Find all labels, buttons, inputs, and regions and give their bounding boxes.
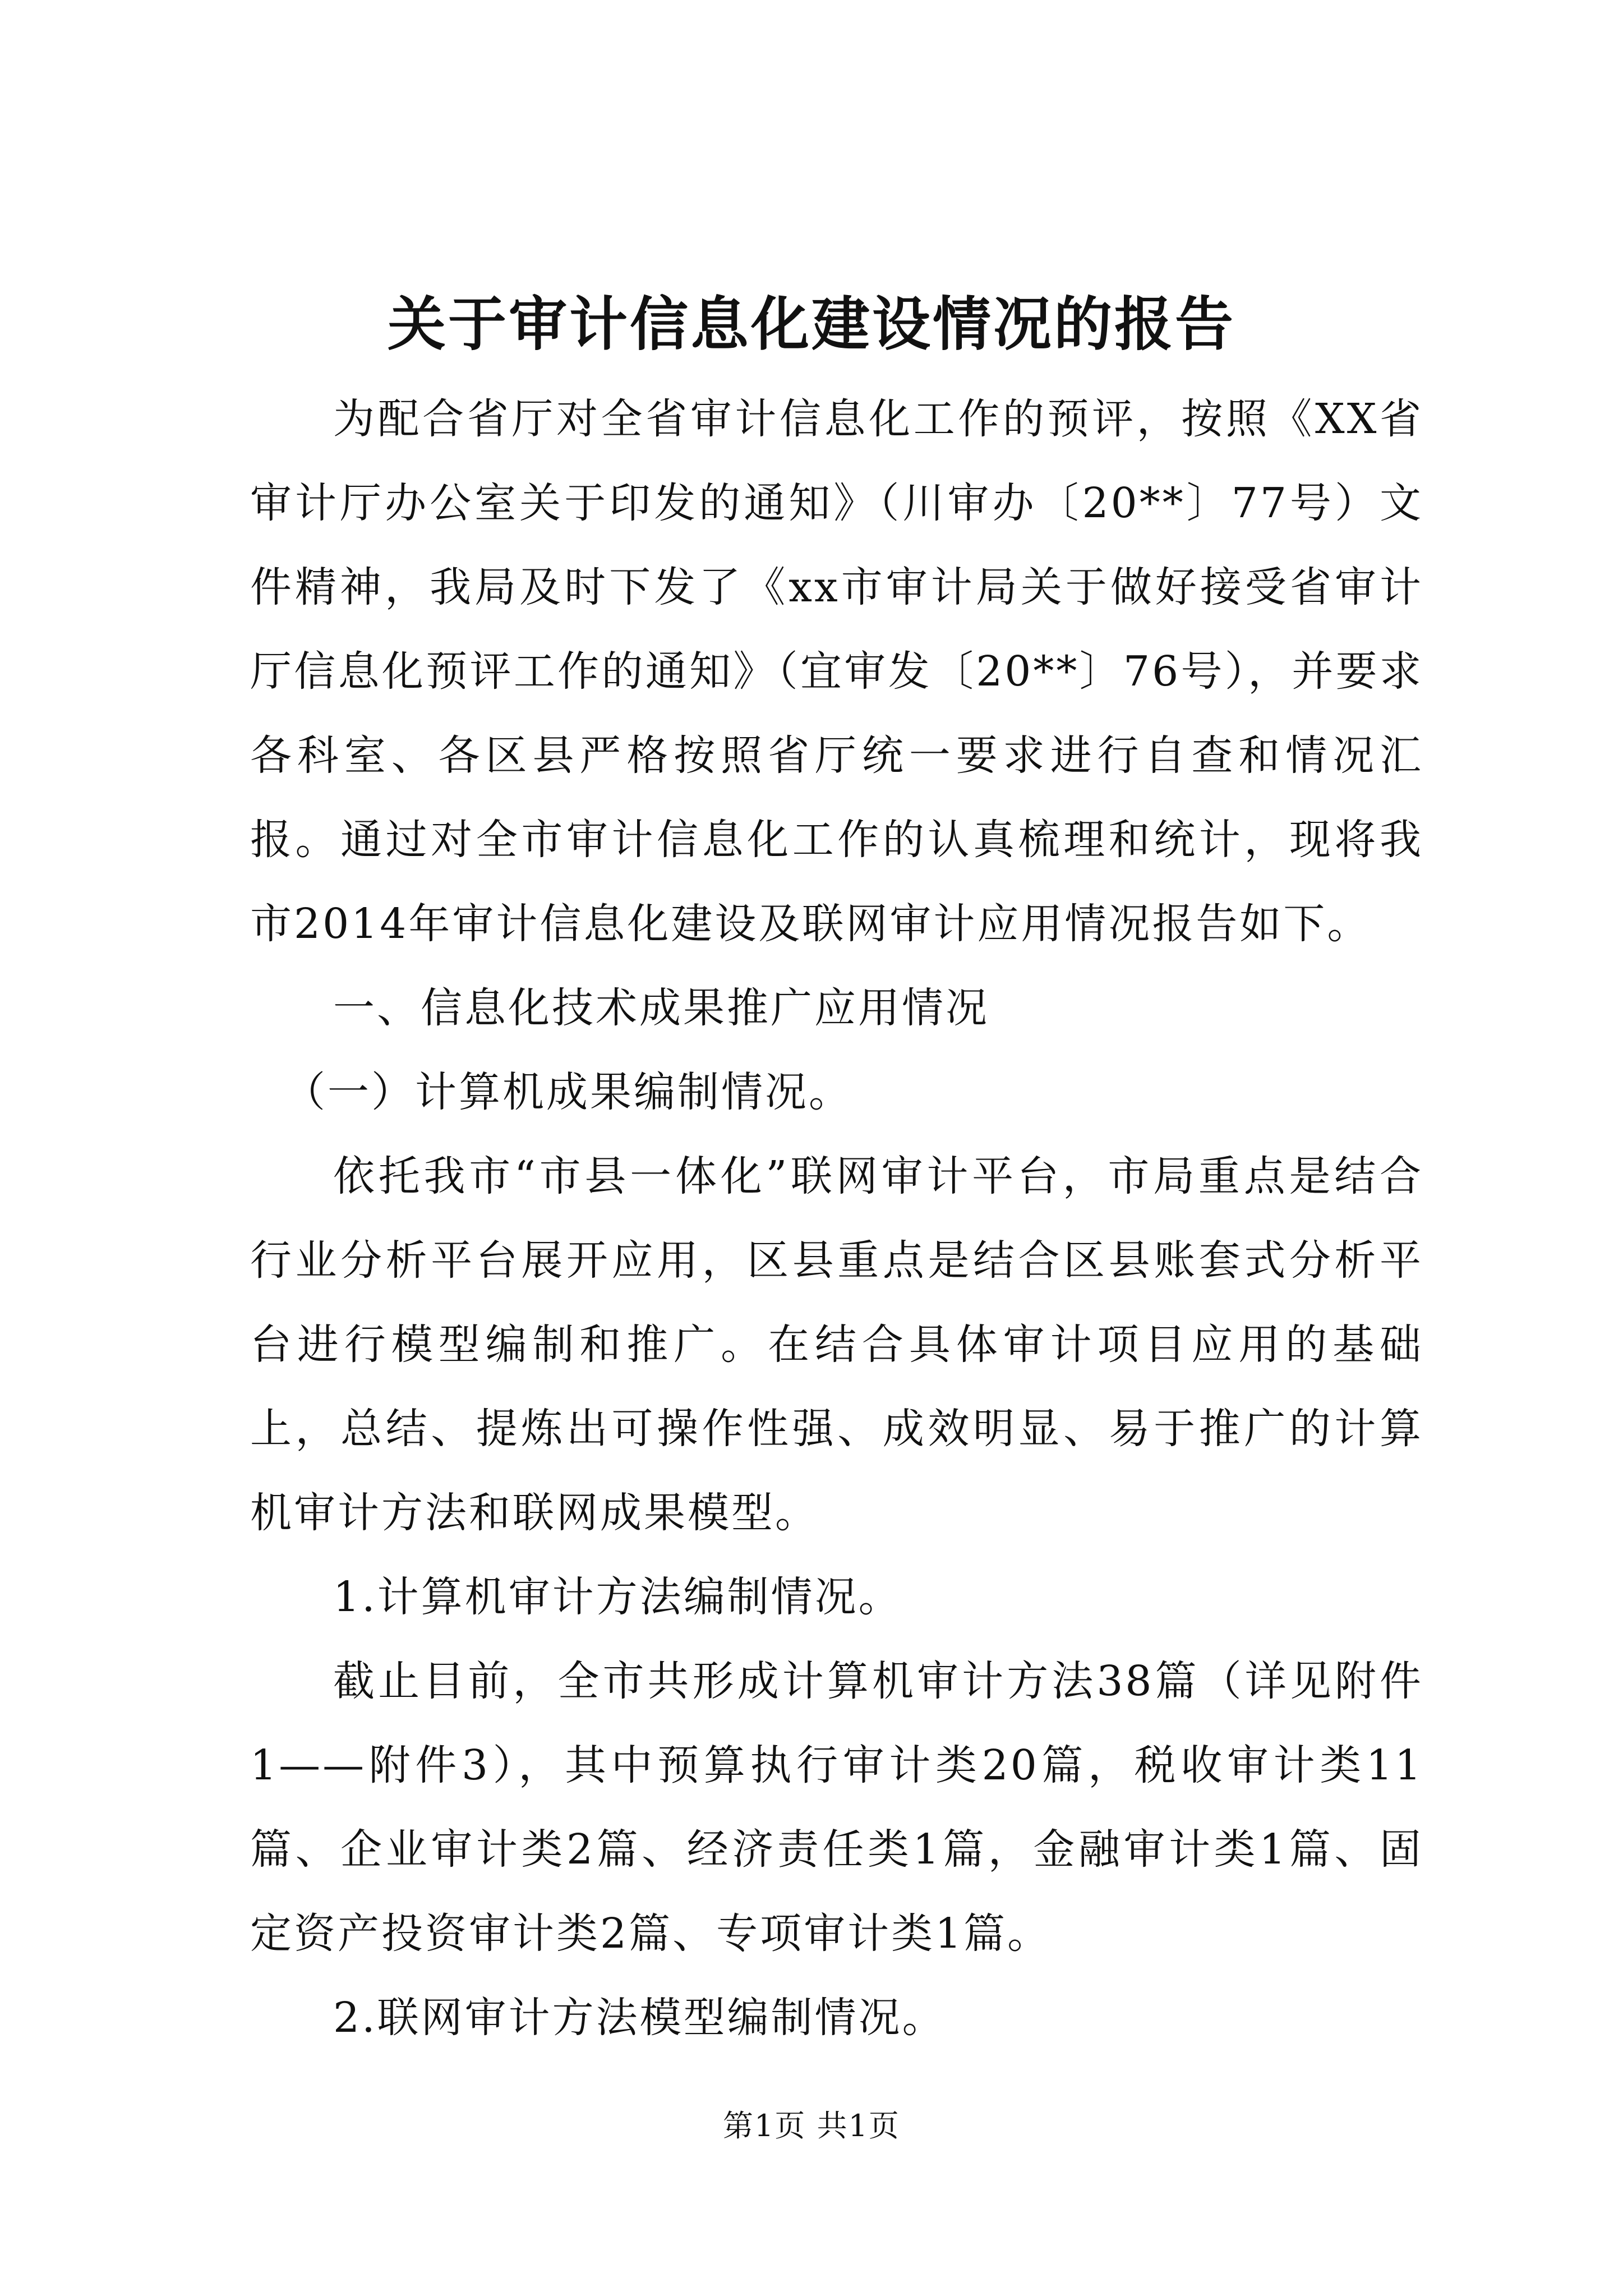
item-heading: 2.联网审计方法模型编制情况。 (333, 1994, 946, 2042)
subsection-heading: （一）计算机成果编制情况。 (284, 1068, 852, 1116)
intro-paragraph: 为配合省厅对全省审计信息化工作的预评，按照《XX省审计厅办公室关于印发的通知》（川审办〔20**〕77号）文件精神，我局及时下发了《xx市审计局关于做好接受省审计厅信息化预评工作的通知》（宜审发〔20**〕76号），并要求各科室、各区县严格按照省厅统一要求进行自查和情况汇报。通过对全市审计信息化工作的认真梳理和统计，现将我市2014年审计信息化建设及联网审计应用情况报告如下。 (250, 395, 1423, 948)
item-heading: 1.计算机审计方法编制情况。 (333, 1573, 902, 1621)
body-paragraph: 依托我市“市县一体化”联网审计平台，市局重点是结合行业分析平台展开应用，区县重点是结合区县账套式分析平台进行模型编制和推广。在结合具体审计项目应用的基础上，总结、提炼出可操作性强、成效明显、易于推广的计算机审计方法和联网成果模型。 (250, 1152, 1423, 1537)
body-paragraph: 截止目前，全市共形成计算机审计方法38篇（详见附件1——附件3），其中预算执行审计类20篇，税收审计类11篇、企业审计类2篇、经济责任类1篇，金融审计类1篇、固定资产投资审计类2篇、专项审计类1篇。 (250, 1657, 1423, 1958)
document-body (250, 377, 1423, 2060)
section-heading: 一、信息化技术成果推广应用情况 (333, 984, 989, 1032)
document-title: 关于审计信息化建设情况的报告 (387, 289, 1235, 358)
page-footer: 第1页 共1页 (723, 2108, 900, 2143)
